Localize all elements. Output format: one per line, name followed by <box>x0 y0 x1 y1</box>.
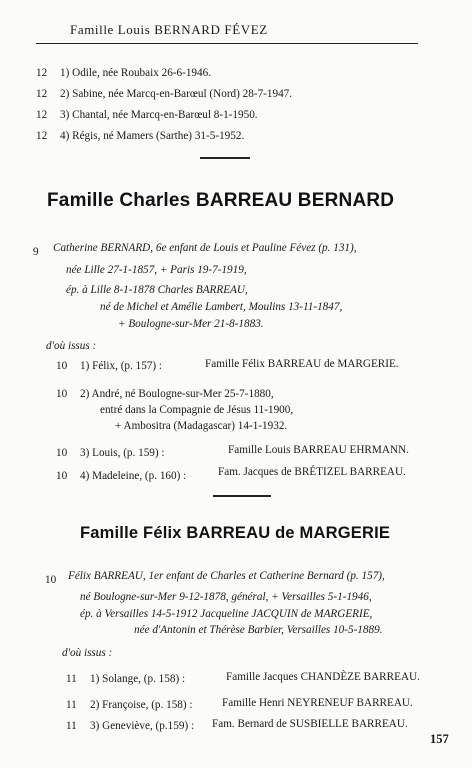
list-item <box>56 388 274 400</box>
parent-line: née Lille 27-1-1857, + Paris 19-7-1919, <box>66 264 247 276</box>
entry-text: 2) Sabine, née Marcq-en-Barœul (Nord) 28-7-1947. <box>60 88 293 100</box>
family-reference: Famille Louis BARREAU EHRMANN. <box>228 444 409 456</box>
family-reference: Famille Henri NEYRENEUF BARREAU. <box>222 697 413 709</box>
family-reference: Fam. Jacques de BRÉTIZEL BARREAU. <box>218 466 406 478</box>
generation-number: 10 <box>56 360 68 372</box>
generation-number: 11 <box>66 673 77 685</box>
parent-line: née d'Antonin et Thérèse Barbier, Versailles 10-5-1889. <box>134 624 383 636</box>
section-title: Famille Charles BARREAU BERNARD <box>47 190 395 211</box>
list-item <box>36 130 244 142</box>
generation-number: 10 <box>56 388 68 400</box>
entry-continuation: + Ambositra (Madagascar) 14-1-1932. <box>115 420 288 432</box>
parent-line: né de Michel et Amélie Lambert, Moulins 13-11-1847, <box>100 301 343 313</box>
generation-number: 12 <box>36 67 48 79</box>
generation-number: 11 <box>66 720 77 732</box>
issus-label: d'où issus : <box>46 340 97 352</box>
generation-number: 10 <box>45 574 57 586</box>
family-reference: Fam. Bernard de SUSBIELLE BARREAU. <box>212 718 408 730</box>
family-reference: Famille Jacques CHANDÈZE BARREAU. <box>226 671 420 683</box>
parent-line: + Boulogne-sur-Mer 21-8-1883. <box>118 318 264 330</box>
entry-continuation: entré dans la Compagnie de Jésus 11-1900, <box>100 404 294 416</box>
entry-text: 4) Madeleine, (p. 160) : <box>80 470 187 482</box>
issus-label: d'où issus : <box>62 647 113 659</box>
header-rule <box>36 43 418 44</box>
list-item <box>66 720 194 732</box>
section-title: Famille Félix BARREAU de MARGERIE <box>80 524 391 542</box>
entry-text: 4) Régis, né Mamers (Sarthe) 31-5-1952. <box>60 130 245 142</box>
entry-text: 1) Odile, née Roubaix 26-6-1946. <box>60 67 211 79</box>
parent-line: ép. à Lille 8-1-1878 Charles BARREAU, <box>66 284 248 296</box>
generation-number: 11 <box>66 699 77 711</box>
entry-text: 1) Solange, (p. 158) : <box>90 673 186 685</box>
generation-number: 12 <box>36 109 48 121</box>
generation-number: 10 <box>56 447 68 459</box>
generation-number: 12 <box>36 88 48 100</box>
parent-line: Félix BARREAU, 1er enfant de Charles et Catherine Bernard (p. 157), <box>68 570 385 582</box>
generation-number: 10 <box>56 470 68 482</box>
entry-text: 3) Chantal, née Marcq-en-Barœul 8-1-1950. <box>60 109 258 121</box>
entry-text: 3) Geneviève, (p.159) : <box>90 720 195 732</box>
family-reference: Famille Félix BARREAU de MARGERIE. <box>205 358 399 370</box>
list-item <box>66 699 193 711</box>
list-item <box>56 447 165 459</box>
parent-line: ép. à Versailles 14-5-1912 Jacqueline JACQUIN de MARGERIE, <box>80 608 373 620</box>
list-item <box>56 360 162 372</box>
list-item <box>36 88 292 100</box>
list-item <box>66 673 185 685</box>
section-separator <box>200 157 250 159</box>
page-number: 157 <box>430 732 449 746</box>
entry-text: 2) Françoise, (p. 158) : <box>90 699 193 711</box>
list-item <box>36 109 258 121</box>
running-head: Famille Louis BERNARD FÉVEZ <box>70 22 268 37</box>
list-item <box>36 67 211 79</box>
parent-line: né Boulogne-sur-Mer 9-12-1878, général, + Versailles 5-1-1946, <box>80 591 372 603</box>
section-separator <box>213 495 271 497</box>
entry-text: 3) Louis, (p. 159) : <box>80 447 165 459</box>
entry-text: 2) André, né Boulogne-sur-Mer 25-7-1880, <box>80 388 274 400</box>
parent-line: Catherine BERNARD, 6e enfant de Louis et Pauline Févez (p. 131), <box>53 242 357 254</box>
list-item <box>56 470 186 482</box>
generation-number: 9 <box>33 246 39 258</box>
generation-number: 12 <box>36 130 48 142</box>
entry-text: 1) Félix, (p. 157) : <box>80 360 163 372</box>
